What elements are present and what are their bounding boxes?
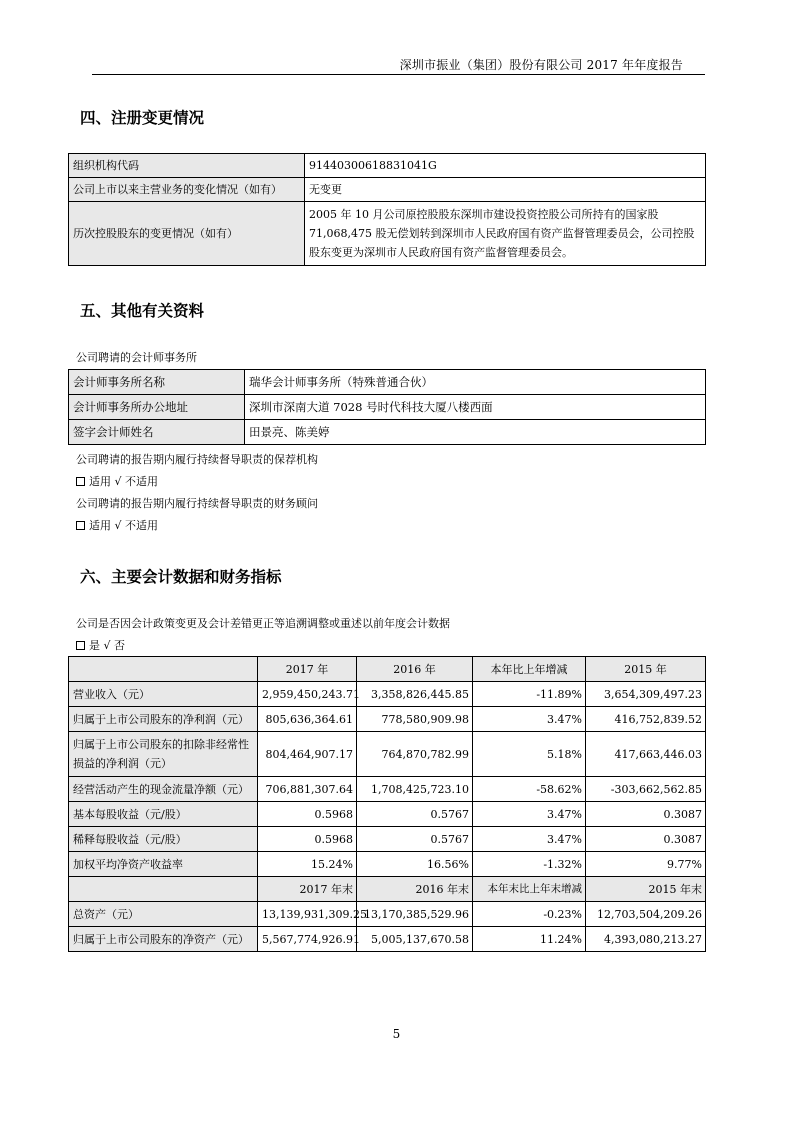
cell-change: -0.23% <box>473 902 586 927</box>
row-label: 归属于上市公司股东的扣除非经常性损益的净利润（元） <box>69 732 258 777</box>
cell-change: 3.47% <box>473 802 586 827</box>
table-row <box>69 902 706 927</box>
cell-2015: 0.3087 <box>586 827 706 852</box>
cell-change: -1.32% <box>473 852 586 877</box>
row-label: 归属于上市公司股东的净利润（元） <box>69 707 258 732</box>
table-header-row <box>69 657 706 682</box>
table-row <box>69 202 706 266</box>
cell-2017: 2,959,450,243.71 <box>258 682 357 707</box>
row-label: 总资产（元） <box>69 902 258 927</box>
row-label: 经营活动产生的现金流量净额（元） <box>69 777 258 802</box>
cell-2015: 4,393,080,213.27 <box>586 927 706 952</box>
cell-2015: 416,752,839.52 <box>586 707 706 732</box>
row-value: 深圳市深南大道 7028 号时代科技大厦八楼西面 <box>245 395 706 420</box>
header-cell: 2017 年末 <box>258 877 357 902</box>
cell-change: 11.24% <box>473 927 586 952</box>
header-cell: 2016 年 <box>357 657 473 682</box>
cell-2015: 0.3087 <box>586 802 706 827</box>
restatement-choice-text: 是 √ 否 <box>89 639 126 652</box>
cell-2016: 0.5767 <box>357 802 473 827</box>
sponsor-choice <box>76 473 158 489</box>
cell-2016: 13,170,385,529.96 <box>357 902 473 927</box>
cell-change: -58.62% <box>473 777 586 802</box>
table-row <box>69 420 706 445</box>
cell-2016: 0.5767 <box>357 827 473 852</box>
checkbox-icon <box>76 477 85 486</box>
row-label: 归属于上市公司股东的净资产（元） <box>69 927 258 952</box>
table-row <box>69 827 706 852</box>
cell-2015: 12,703,504,209.26 <box>586 902 706 927</box>
sponsor-line: 公司聘请的报告期内履行持续督导职责的保荐机构 <box>76 453 318 466</box>
row-label: 公司上市以来主营业务的变化情况（如有） <box>69 178 305 202</box>
row-label: 基本每股收益（元/股） <box>69 802 258 827</box>
advisor-choice <box>76 517 158 533</box>
cell-2015: 3,654,309,497.23 <box>586 682 706 707</box>
table-row <box>69 370 706 395</box>
accounting-firm-intro: 公司聘请的会计师事务所 <box>76 351 197 364</box>
table-row <box>69 682 706 707</box>
row-value: 无变更 <box>305 178 706 202</box>
cell-2017: 804,464,907.17 <box>258 732 357 777</box>
table-row <box>69 178 706 202</box>
sponsor-choice-text: 适用 √ 不适用 <box>89 475 159 488</box>
table-row <box>69 154 706 178</box>
cell-2016: 764,870,782.99 <box>357 732 473 777</box>
table-header-row <box>69 877 706 902</box>
row-value: 2005 年 10 月公司原控股股东深圳市建设投资控股公司所持有的国家股 71,068,475 股无偿划转到深圳市人民政府国有资产监督管理委员会，公司控股股东变更为深圳市人民政府国有资产监督管理委员会。 <box>305 202 706 266</box>
header-cell: 本年末比上年末增减 <box>473 877 586 902</box>
checkbox-icon <box>76 641 85 650</box>
row-label: 签字会计师姓名 <box>69 420 245 445</box>
row-label: 会计师事务所名称 <box>69 370 245 395</box>
cell-change: -11.89% <box>473 682 586 707</box>
page-number: 5 <box>392 1027 401 1041</box>
row-value: 田景亮、陈美婷 <box>245 420 706 445</box>
header-cell: 2016 年末 <box>357 877 473 902</box>
section6-heading: 六、主要会计数据和财务指标 <box>80 568 282 586</box>
cell-2016: 3,358,826,445.85 <box>357 682 473 707</box>
table-row <box>69 927 706 952</box>
row-value: 91440300618831041G <box>305 154 706 178</box>
cell-2016: 5,005,137,670.58 <box>357 927 473 952</box>
cell-2015: -303,662,562.85 <box>586 777 706 802</box>
restatement-choice <box>76 637 125 653</box>
section5-heading: 五、其他有关资料 <box>80 302 205 320</box>
cell-2017: 0.5968 <box>258 827 357 852</box>
table-row <box>69 707 706 732</box>
cell-2017: 706,881,307.64 <box>258 777 357 802</box>
row-label: 营业收入（元） <box>69 682 258 707</box>
cell-2015: 417,663,446.03 <box>586 732 706 777</box>
row-label: 会计师事务所办公地址 <box>69 395 245 420</box>
section4-heading: 四、注册变更情况 <box>80 109 205 127</box>
accounting-firm-table <box>68 369 706 445</box>
cell-2015: 9.77% <box>586 852 706 877</box>
cell-2017: 0.5968 <box>258 802 357 827</box>
cell-change: 3.47% <box>473 707 586 732</box>
row-value: 瑞华会计师事务所（特殊普通合伙） <box>245 370 706 395</box>
header-cell: 2015 年末 <box>586 877 706 902</box>
table-row <box>69 732 706 777</box>
header-cell: 本年比上年增减 <box>473 657 586 682</box>
table-row <box>69 777 706 802</box>
row-label: 历次控股股东的变更情况（如有） <box>69 202 305 266</box>
header-cell: 2017 年 <box>258 657 357 682</box>
financial-indicators-table <box>68 656 706 952</box>
header-cell: 2015 年 <box>586 657 706 682</box>
advisor-choice-text: 适用 √ 不适用 <box>89 519 159 532</box>
cell-change: 5.18% <box>473 732 586 777</box>
header-cell-empty <box>69 877 258 902</box>
row-label: 加权平均净资产收益率 <box>69 852 258 877</box>
cell-2017: 15.24% <box>258 852 357 877</box>
header-divider <box>92 74 705 75</box>
header-cell-empty <box>69 657 258 682</box>
cell-2017: 5,567,774,926.91 <box>258 927 357 952</box>
row-label: 稀释每股收益（元/股） <box>69 827 258 852</box>
report-header-title: 深圳市振业（集团）股份有限公司 2017 年年度报告 <box>399 58 683 72</box>
checkbox-icon <box>76 521 85 530</box>
cell-2016: 1,708,425,723.10 <box>357 777 473 802</box>
table-row <box>69 802 706 827</box>
cell-change: 3.47% <box>473 827 586 852</box>
cell-2017: 13,139,931,309.25 <box>258 902 357 927</box>
table-row <box>69 852 706 877</box>
cell-2016: 16.56% <box>357 852 473 877</box>
restatement-question: 公司是否因会计政策变更及会计差错更正等追溯调整或重述以前年度会计数据 <box>76 617 450 630</box>
advisor-line: 公司聘请的报告期内履行持续督导职责的财务顾问 <box>76 497 318 510</box>
cell-2016: 778,580,909.98 <box>357 707 473 732</box>
cell-2017: 805,636,364.61 <box>258 707 357 732</box>
row-label: 组织机构代码 <box>69 154 305 178</box>
table-row <box>69 395 706 420</box>
registration-changes-table <box>68 153 706 266</box>
